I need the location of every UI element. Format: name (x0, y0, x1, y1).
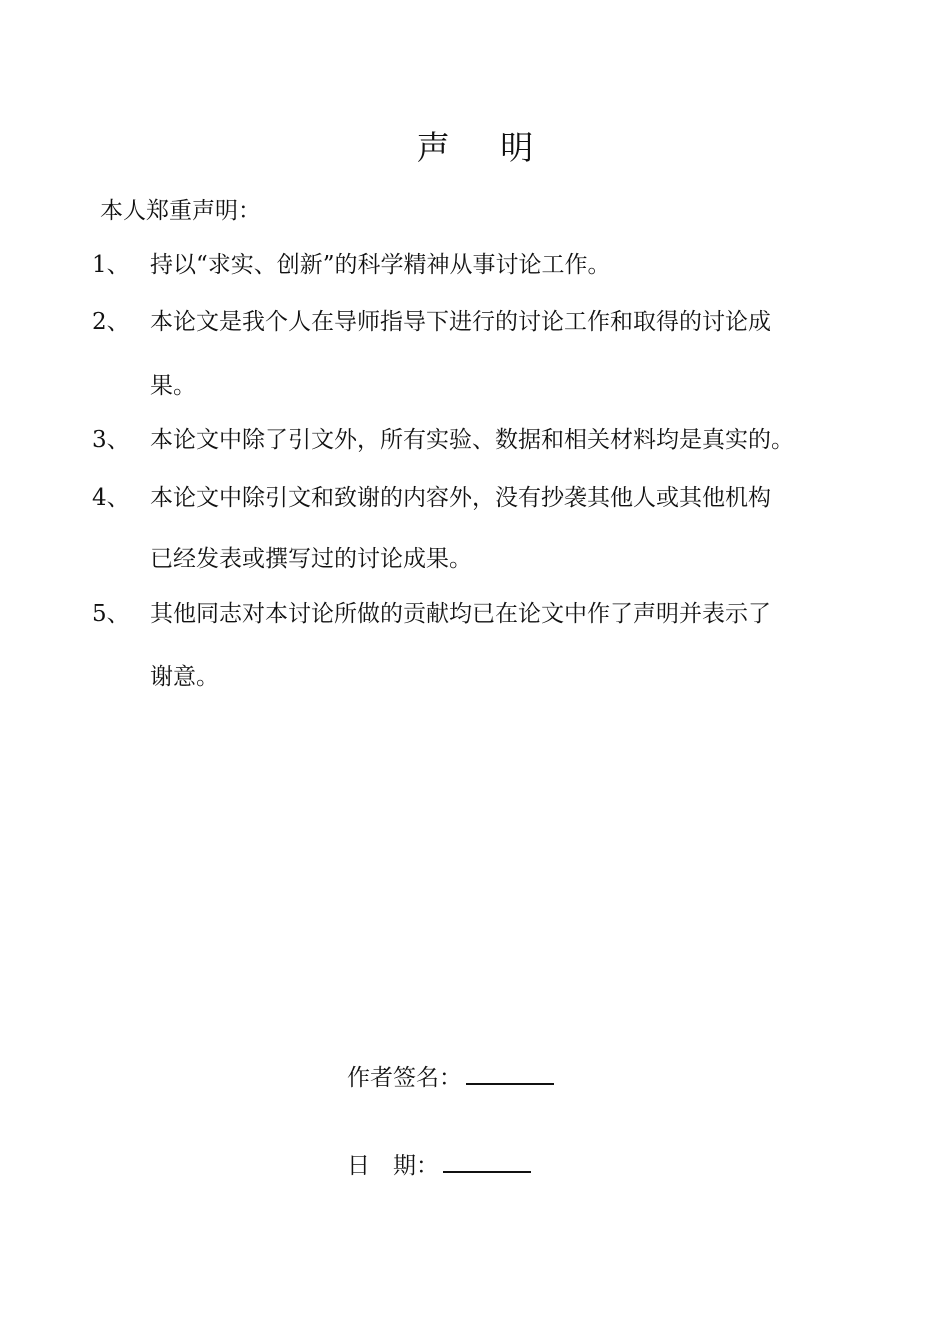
item-text-line: 本论文是我个人在导师指导下进行的讨论工作和取得的讨论成 (150, 309, 771, 335)
item-text-line: 果。 (150, 373, 196, 399)
item-text-line: 本论文中除引文和致谢的内容外，没有抄袭其他人或其他机构 (150, 485, 771, 511)
item-text-line: 持以“求实、创新”的科学精神从事讨论工作。 (150, 252, 611, 278)
item-text-line: 本论文中除了引文外，所有实验、数据和相关材料均是真实的。 (150, 427, 794, 453)
item-number: 3、 (92, 427, 130, 453)
item-number: 5、 (92, 601, 130, 627)
author-signature-row (347, 1059, 554, 1095)
item-text-line: 其他同志对本讨论所做的贡献均已在论文中作了声明并表示了 (150, 601, 771, 627)
author-signature-label: 作者签名： (347, 1065, 462, 1091)
date-row (347, 1147, 531, 1183)
declaration-intro: 本人郑重声明： (100, 198, 261, 224)
date-label: 日 期： (347, 1153, 439, 1179)
declaration-title: 声 明 (416, 128, 554, 167)
item-text-line: 已经发表或撰写过的讨论成果。 (150, 546, 472, 572)
item-number: 4、 (92, 485, 130, 511)
item-text-line: 谢意。 (150, 664, 219, 690)
item-number: 2、 (92, 309, 130, 335)
item-number: 1、 (92, 252, 130, 278)
date-line[interactable] (443, 1147, 531, 1173)
author-signature-line[interactable] (466, 1059, 554, 1085)
